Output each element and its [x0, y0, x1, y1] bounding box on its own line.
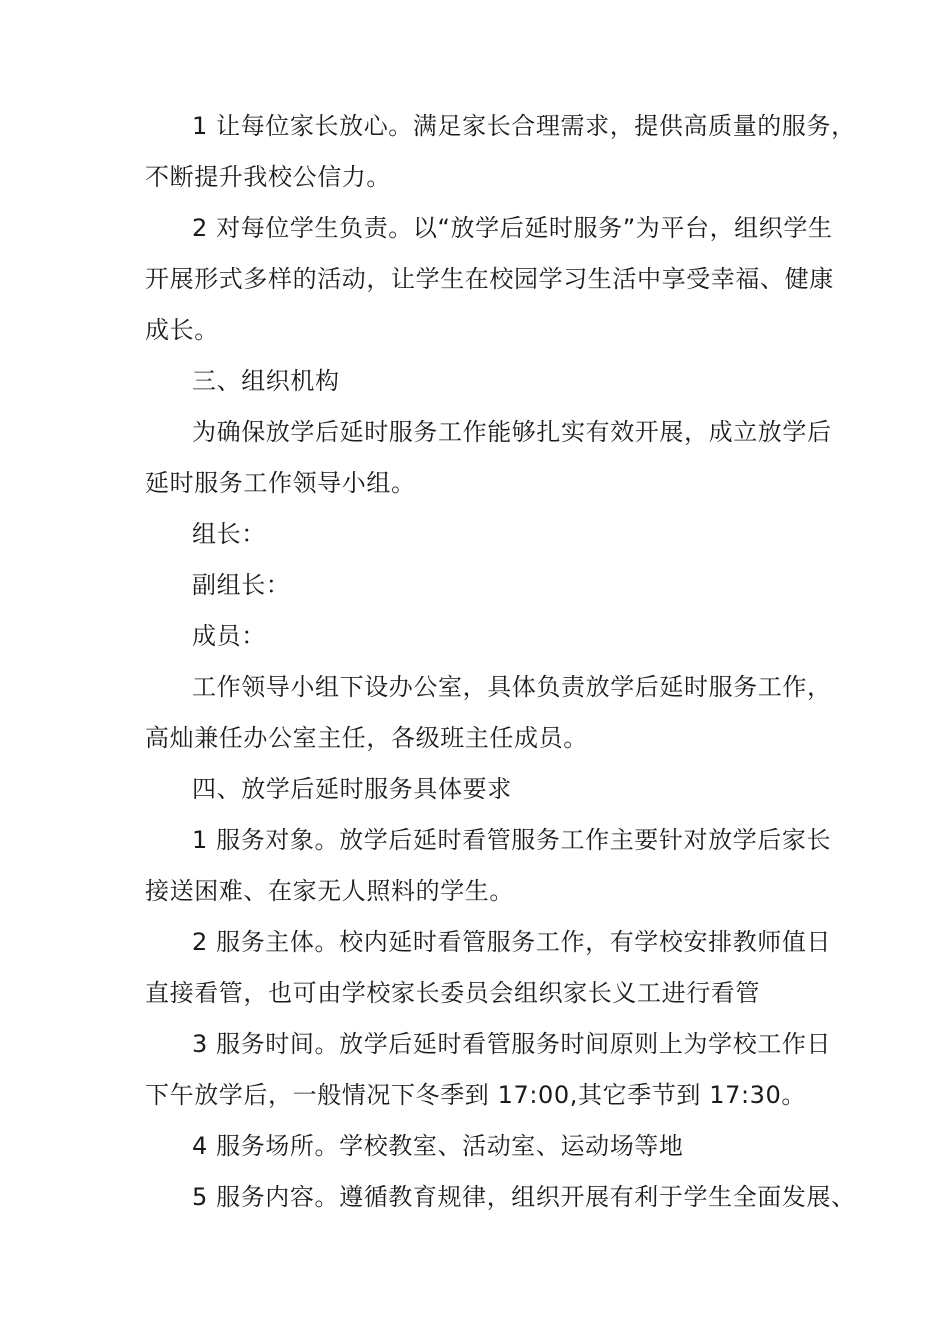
- paragraph-line: 不断提升我校公信力。: [145, 163, 391, 191]
- paragraph-line: 高灿兼任办公室主任，各级班主任成员。: [145, 724, 588, 752]
- paragraph-line: 2 服务主体。校内延时看管服务工作，有学校安排教师值日: [192, 928, 832, 956]
- section-heading: 三、组织机构: [192, 367, 340, 395]
- paragraph-line: 4 服务场所。学校教室、活动室、运动场等地: [192, 1132, 684, 1160]
- paragraph-line: 接送困难、在家无人照料的学生。: [145, 877, 514, 905]
- paragraph-line: 工作领导小组下设办公室，具体负责放学后延时服务工作，: [192, 673, 832, 701]
- paragraph-line: 下午放学后，一般情况下冬季到 17:00,其它季节到 17:30。: [145, 1081, 807, 1109]
- paragraph-line: 开展形式多样的活动，让学生在校园学习生活中享受幸福、健康: [145, 265, 834, 293]
- paragraph-line: 延时服务工作领导小组。: [145, 469, 416, 497]
- paragraph-line: 3 服务时间。放学后延时看管服务时间原则上为学校工作日: [192, 1030, 832, 1058]
- field-label-leader: 组长：: [192, 520, 266, 548]
- section-heading: 四、放学后延时服务具体要求: [192, 775, 512, 803]
- field-label-deputy-leader: 副组长：: [192, 571, 291, 599]
- paragraph-line: 1 让每位家长放心。满足家长合理需求，提供高质量的服务，: [192, 112, 856, 140]
- paragraph-line: 5 服务内容。遵循教育规律，组织开展有利于学生全面发展、: [192, 1183, 856, 1211]
- paragraph-line: 2 对每位学生负责。以“放学后延时服务”为平台，组织学生: [192, 214, 833, 242]
- paragraph-line: 成长。: [145, 316, 219, 344]
- paragraph-line: 直接看管，也可由学校家长委员会组织家长义工进行看管: [145, 979, 760, 1007]
- paragraph-line: 1 服务对象。放学后延时看管服务工作主要针对放学后家长: [192, 826, 832, 854]
- field-label-members: 成员：: [192, 622, 266, 650]
- paragraph-line: 为确保放学后延时服务工作能够扎实有效开展，成立放学后: [192, 418, 832, 446]
